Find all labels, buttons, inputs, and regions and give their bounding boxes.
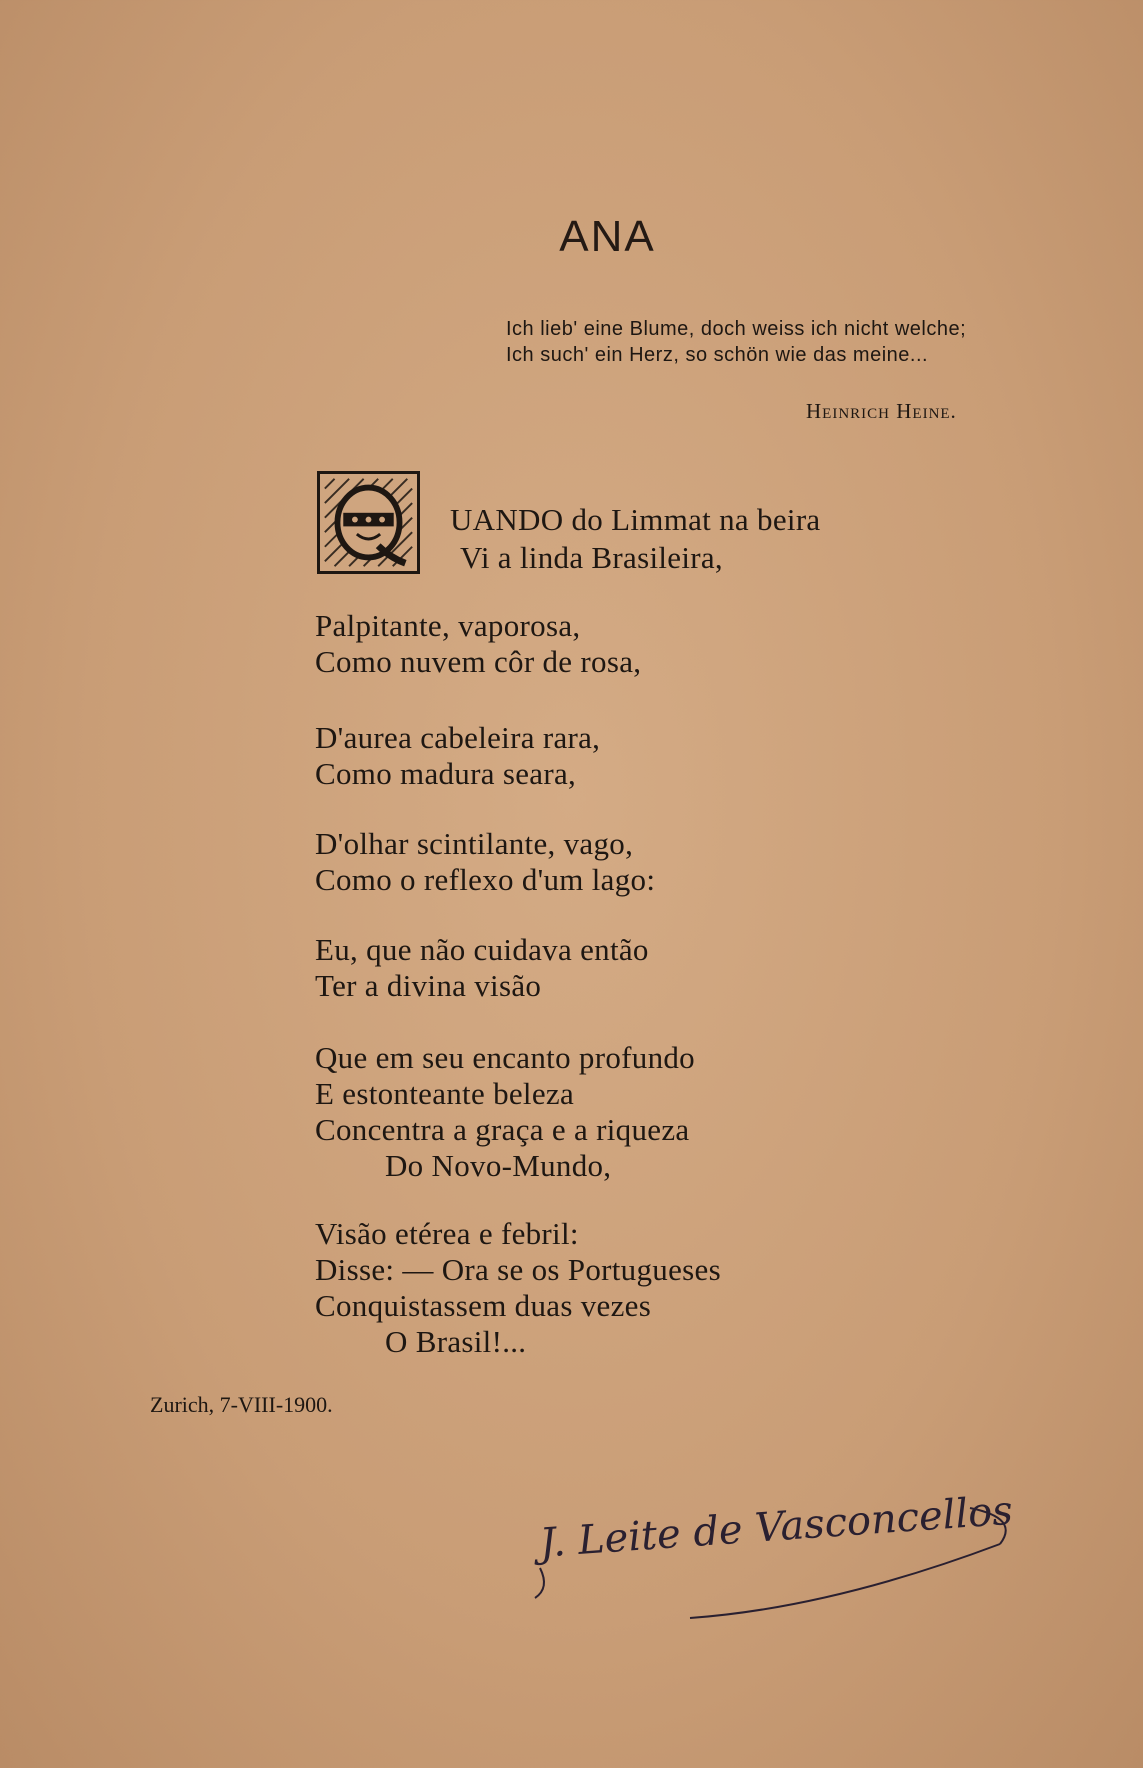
signature-scribble-icon	[530, 1468, 1030, 1628]
poem-line: UANDO do Limmat na beira	[450, 502, 821, 537]
epigraph-line: Ich lieb' eine Blume, doch weiss ich nicht welche;	[506, 318, 967, 340]
poem-line: Como o reflexo d'um lago:	[315, 862, 656, 897]
poem-line: Visão etérea e febril:	[315, 1216, 579, 1251]
dropcap-ornament	[317, 471, 420, 574]
poem-line: Como madura seara,	[315, 756, 577, 791]
poem-line: Do Novo-Mundo,	[385, 1148, 612, 1183]
poem-line: Como nuvem côr de rosa,	[315, 644, 642, 679]
handwritten-signature	[530, 1468, 1030, 1628]
poem-title: ANA	[559, 212, 656, 261]
poem-line: Conquistassem duas vezes	[315, 1288, 652, 1323]
place-date: Zurich, 7-VIII-1900.	[150, 1392, 333, 1417]
ornament-letter-icon	[320, 474, 417, 571]
svg-text:J. Leite de Vasconcellos: J. Leite de Vasconcellos	[538, 1487, 1015, 1567]
poem-line: E estonteante beleza	[315, 1076, 575, 1111]
poem-line: Palpitante, vaporosa,	[315, 608, 581, 643]
epigraph-author: Heinrich Heine.	[806, 399, 957, 423]
poem-line: Disse: — Ora se os Portugueses	[315, 1252, 721, 1287]
poem-line: Ter a divina visão	[315, 968, 542, 1003]
poem-line: O Brasil!...	[385, 1324, 527, 1359]
poem-line: Eu, que não cuidava então	[315, 932, 649, 967]
poem-line: D'aurea cabeleira rara,	[315, 720, 601, 755]
poem-line: D'olhar scintilante, vago,	[315, 826, 634, 861]
epigraph-line: Ich such' ein Herz, so schön wie das meine...	[506, 344, 929, 366]
poem-line: Concentra a graça e a riqueza	[315, 1112, 690, 1147]
poem-line: Vi a linda Brasileira,	[460, 540, 723, 575]
epigraph	[506, 316, 966, 368]
poem-line: Que em seu encanto profundo	[315, 1040, 695, 1075]
